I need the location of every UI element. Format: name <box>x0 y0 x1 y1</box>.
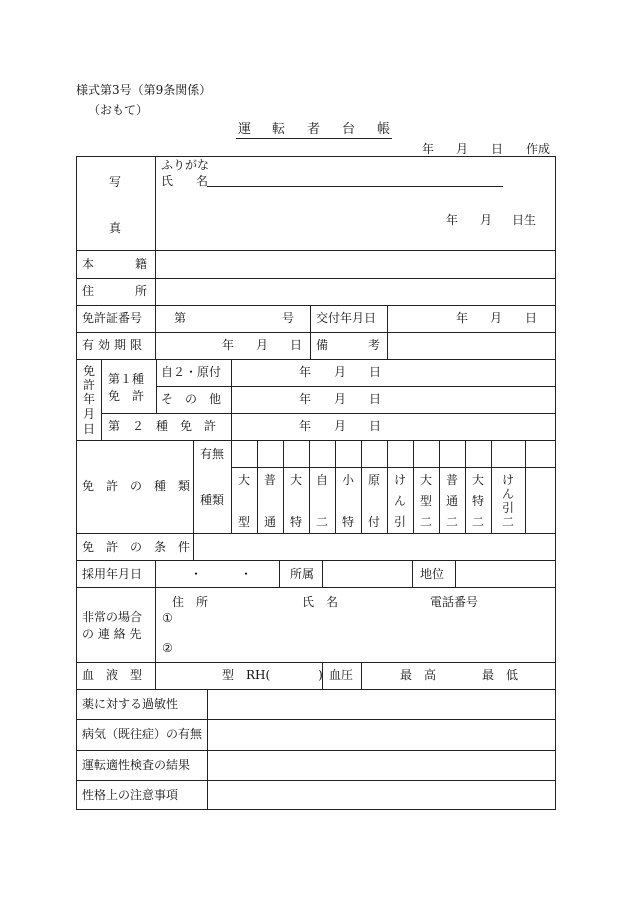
type-col-large: 大 <box>237 473 250 487</box>
type-col-large-special-2: 特 <box>471 494 484 508</box>
title-char: 帳 <box>377 122 391 137</box>
name-label-2: 名 <box>196 174 209 188</box>
type-col-ordinary-2: 普 <box>445 473 458 487</box>
expiry-year: 年 <box>222 338 235 352</box>
emergency-label-1: 非常の場合 <box>82 610 143 624</box>
form-side: （おもて） <box>88 103 149 117</box>
emergency-label-2: の 連 絡 先 <box>82 627 142 641</box>
date-year-label: 年 <box>422 142 435 156</box>
honseki-label-2: 籍 <box>135 257 148 271</box>
aptitude-test-label: 運転適性検査の結果 <box>82 758 191 772</box>
expiry-month: 月 <box>256 338 269 352</box>
type-col-large-special-2: 大 <box>471 473 484 487</box>
type-col-large-2: 大 <box>419 473 432 487</box>
form-number: 様式第3号（第9条関係） <box>76 83 212 97</box>
license-conditions-label: 免 許 の 条 件 <box>82 540 191 554</box>
class2-day: 日 <box>369 419 382 433</box>
blood-pressure-low: 最 低 <box>482 668 519 682</box>
blood-pressure-label: 血圧 <box>329 668 354 682</box>
class1-other-day: 日 <box>369 392 382 406</box>
class1-moped-label: 自２・原付 <box>161 365 222 379</box>
type-col-towing: 引 <box>393 515 406 529</box>
type-col-large: 型 <box>237 515 250 529</box>
name-label-1: 氏 <box>161 174 174 188</box>
issue-date-label: 交付年月日 <box>316 311 377 325</box>
drug-allergy-label: 薬に対する過敏性 <box>82 697 179 711</box>
emergency-col-name: 氏 名 <box>302 595 339 609</box>
emergency-col-phone: 電話番号 <box>430 595 479 609</box>
personality-notes-label: 性格上の注意事項 <box>82 788 179 802</box>
type-col-towing-2: 引 <box>501 501 514 515</box>
title-char: 転 <box>272 122 286 137</box>
name-field[interactable] <box>207 186 503 187</box>
remarks-label-2: 考 <box>368 338 381 352</box>
type-col-motorcycle: 二 <box>315 515 328 529</box>
expiry-label: 有効期限 <box>82 338 147 352</box>
honseki-label-1: 本 <box>82 257 95 271</box>
emergency-entry-1: ① <box>162 611 173 625</box>
title-char: 者 <box>307 122 321 137</box>
date-day-label: 日 <box>491 142 504 156</box>
type-col-towing-2: 二 <box>501 515 514 529</box>
type-col-large-special-2: 二 <box>471 515 484 529</box>
issue-year: 年 <box>456 311 469 325</box>
type-col-moped: 付 <box>367 515 380 529</box>
type-col-towing-2: け <box>501 473 514 487</box>
class1-other-label: そ の 他 <box>161 392 222 406</box>
class1-moped-year: 年 <box>299 365 312 379</box>
photo-label-top: 写 <box>109 175 122 189</box>
medical-history-label: 病気（既往症）の有無 <box>82 727 203 741</box>
class1-other-year: 年 <box>299 392 312 406</box>
type-col-moped: 原 <box>367 473 380 487</box>
emergency-col-address: 住 所 <box>172 595 209 609</box>
class1-moped-month: 月 <box>334 365 347 379</box>
blood-rh: RH( ) <box>246 668 323 682</box>
type-col-ordinary: 通 <box>263 515 276 529</box>
position-label: 地位 <box>420 567 445 581</box>
birth-year-label: 年 <box>446 213 459 227</box>
class1-label-2: 免 許 <box>108 389 145 403</box>
type-col-large-2: 型 <box>419 494 432 508</box>
blood-type-suffix: 型 <box>222 668 235 682</box>
type-label: 種類 <box>200 493 225 507</box>
type-col-ordinary-2: 二 <box>445 515 458 529</box>
issue-day: 日 <box>525 311 538 325</box>
type-col-ordinary-2: 通 <box>445 494 458 508</box>
type-col-small-special: 特 <box>341 515 354 529</box>
type-col-large-special: 特 <box>289 515 302 529</box>
hire-date-label: 採用年月日 <box>82 567 143 581</box>
blood-type-label: 血 液 型 <box>82 668 143 682</box>
class1-other-month: 月 <box>334 392 347 406</box>
photo-label-bottom: 真 <box>109 221 122 235</box>
department-label: 所属 <box>290 567 315 581</box>
class1-moped-day: 日 <box>369 365 382 379</box>
remarks-label-1: 備 <box>316 338 329 352</box>
emergency-entry-2: ② <box>162 641 173 655</box>
expiry-day: 日 <box>290 338 303 352</box>
title-char: 台 <box>342 122 356 137</box>
license-number-suffix: 号 <box>282 311 295 325</box>
type-col-large-2: 二 <box>419 515 432 529</box>
license-number-prefix: 第 <box>174 311 187 325</box>
date-month-label: 月 <box>456 142 469 156</box>
blood-pressure-high: 最 高 <box>400 668 437 682</box>
birth-month-label: 月 <box>480 213 493 227</box>
class2-year: 年 <box>299 419 312 433</box>
type-col-motorcycle: 自 <box>315 473 328 487</box>
type-col-large-special: 大 <box>289 473 302 487</box>
address-label-1: 住 <box>82 284 95 298</box>
address-label-2: 所 <box>135 284 148 298</box>
hire-date-dot-2: ・ <box>240 567 253 581</box>
type-col-ordinary: 普 <box>263 473 276 487</box>
license-types-label: 免 許 の 種 類 <box>82 479 191 493</box>
type-col-small-special: 小 <box>341 473 354 487</box>
type-col-towing: ん <box>393 494 406 508</box>
date-created-label: 作成 <box>526 142 551 156</box>
hire-date-dot-1: ・ <box>190 567 203 581</box>
type-col-towing: け <box>393 473 406 487</box>
title-char: 運 <box>238 122 252 137</box>
class2-month: 月 <box>334 419 347 433</box>
presence-label: 有無 <box>200 447 225 461</box>
class1-label-1: 第１種 <box>108 372 145 386</box>
furigana-label: ふりがな <box>161 158 210 172</box>
issue-month: 月 <box>490 311 503 325</box>
type-col-towing-2: ん <box>501 487 514 501</box>
birth-day-label: 日生 <box>512 213 537 227</box>
class2-label: 第 ２ 種 免 許 <box>108 419 217 433</box>
license-number-label: 免許証番号 <box>82 311 143 325</box>
